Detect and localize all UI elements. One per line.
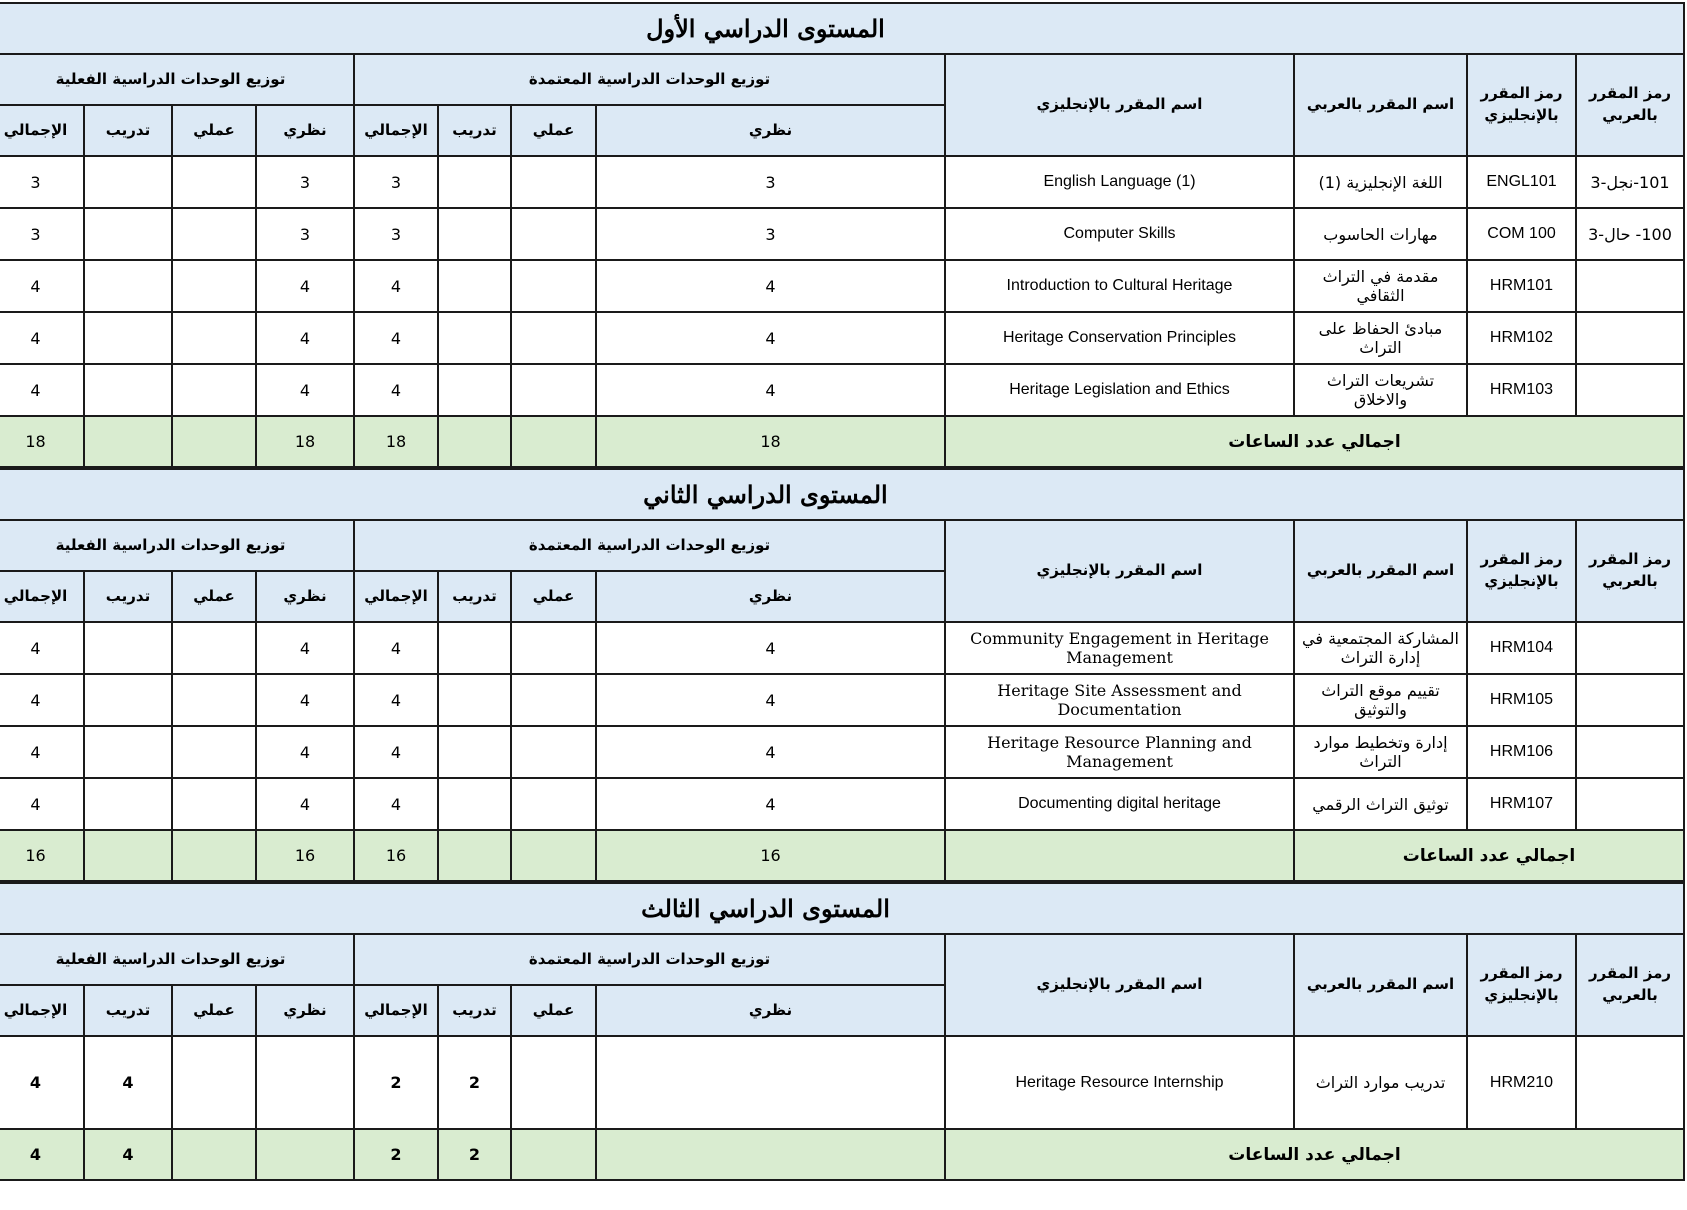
header-en-code: رمز المقرر بالإنجليزي — [1467, 54, 1576, 156]
course-ar-name: تقييم موقع التراث والتوثيق — [1294, 674, 1467, 726]
total-act-practical — [172, 416, 256, 467]
total-act-total: 18 — [0, 416, 84, 467]
course-acc-training — [438, 726, 511, 778]
subheader-training: تدريب — [438, 571, 511, 622]
course-en-name: Introduction to Cultural Heritage — [945, 260, 1294, 312]
subheader-practical: عملي — [511, 571, 596, 622]
course-en-name: Heritage Resource Planning and Management — [945, 726, 1294, 778]
course-act-theory: 4 — [256, 778, 354, 830]
level-title-row — [0, 3, 1684, 54]
total-act-training — [84, 830, 172, 881]
total-row — [0, 830, 1684, 881]
header-accredited-units: توزيع الوحدات الدراسية المعتمدة — [354, 934, 945, 985]
subheader-theory: نظري — [256, 105, 354, 156]
total-acc-total: 18 — [354, 416, 438, 467]
course-act-training — [84, 726, 172, 778]
subheader-practical: عملي — [172, 105, 256, 156]
total-acc-theory: 18 — [596, 416, 945, 467]
course-acc-practical — [511, 312, 596, 364]
course-en-code: HRM104 — [1467, 622, 1576, 674]
course-acc-training — [438, 260, 511, 312]
header-row — [0, 934, 1684, 985]
course-en-code: HRM106 — [1467, 726, 1576, 778]
level-table — [0, 2, 1685, 468]
header-ar-name: اسم المقرر بالعربي — [1294, 54, 1467, 156]
course-row — [0, 364, 1684, 416]
header-en-name: اسم المقرر بالإنجليزي — [945, 54, 1294, 156]
subheader-practical: عملي — [172, 985, 256, 1036]
course-act-training: 4 — [84, 1036, 172, 1129]
header-en-name: اسم المقرر بالإنجليزي — [945, 934, 1294, 1036]
course-acc-practical — [511, 156, 596, 208]
course-en-name: Community Engagement in Heritage Management — [945, 622, 1294, 674]
course-act-theory — [256, 1036, 354, 1129]
total-act-practical — [172, 830, 256, 881]
total-act-practical — [172, 1129, 256, 1180]
course-act-total: 4 — [0, 364, 84, 416]
header-actual-units: توزيع الوحدات الدراسية الفعلية — [0, 54, 354, 105]
course-row — [0, 1036, 1684, 1129]
course-acc-theory: 4 — [596, 364, 945, 416]
subheader-theory: نظري — [596, 571, 945, 622]
total-acc-practical — [511, 830, 596, 881]
course-en-code: HRM101 — [1467, 260, 1576, 312]
subheader-total: الإجمالي — [354, 985, 438, 1036]
course-act-practical — [172, 312, 256, 364]
total-row — [0, 416, 1684, 467]
subheader-total: الإجمالي — [0, 571, 84, 622]
course-act-training — [84, 674, 172, 726]
course-acc-theory: 4 — [596, 726, 945, 778]
course-acc-total: 4 — [354, 622, 438, 674]
course-en-code: HRM107 — [1467, 778, 1576, 830]
course-ar-name: اللغة الإنجليزية (1) — [1294, 156, 1467, 208]
header-en-code: رمز المقرر بالإنجليزي — [1467, 520, 1576, 622]
course-acc-theory: 4 — [596, 312, 945, 364]
course-en-code: HRM210 — [1467, 1036, 1576, 1129]
level-title-row — [0, 469, 1684, 520]
header-ar-code: رمز المقرر بالعربي — [1576, 520, 1684, 622]
total-acc-theory: 16 — [596, 830, 945, 881]
course-act-total: 4 — [0, 1036, 84, 1129]
course-acc-practical — [511, 260, 596, 312]
total-acc-total: 16 — [354, 830, 438, 881]
subheader-theory: نظري — [256, 985, 354, 1036]
course-act-theory: 3 — [256, 208, 354, 260]
course-ar-name: توثيق التراث الرقمي — [1294, 778, 1467, 830]
course-ar-code — [1576, 778, 1684, 830]
course-acc-training — [438, 364, 511, 416]
course-act-training — [84, 312, 172, 364]
subheader-theory: نظري — [256, 571, 354, 622]
course-en-name: Heritage Conservation Principles — [945, 312, 1294, 364]
course-acc-practical — [511, 674, 596, 726]
level-table — [0, 468, 1685, 882]
course-ar-name: إدارة وتخطيط موارد التراث — [1294, 726, 1467, 778]
subheader-training: تدريب — [438, 985, 511, 1036]
course-en-code: COM 100 — [1467, 208, 1576, 260]
course-acc-theory: 4 — [596, 778, 945, 830]
total-act-total: 4 — [0, 1129, 84, 1180]
course-acc-theory: 3 — [596, 156, 945, 208]
course-act-total: 4 — [0, 312, 84, 364]
course-acc-total: 3 — [354, 208, 438, 260]
course-row — [0, 622, 1684, 674]
course-acc-total: 2 — [354, 1036, 438, 1129]
subheader-total: الإجمالي — [354, 571, 438, 622]
course-act-practical — [172, 1036, 256, 1129]
course-act-training — [84, 208, 172, 260]
course-ar-name: مهارات الحاسوب — [1294, 208, 1467, 260]
course-acc-total: 4 — [354, 726, 438, 778]
course-en-name: Heritage Resource Internship — [945, 1036, 1294, 1129]
course-acc-training — [438, 312, 511, 364]
total-label: اجمالي عدد الساعات — [1294, 830, 1684, 881]
total-acc-total: 2 — [354, 1129, 438, 1180]
course-row — [0, 156, 1684, 208]
course-ar-name: المشاركة المجتمعية في إدارة التراث — [1294, 622, 1467, 674]
level-title: المستوى الدراسي الثاني — [0, 469, 1684, 520]
course-acc-training: 2 — [438, 1036, 511, 1129]
course-ar-code — [1576, 312, 1684, 364]
course-en-code: HRM102 — [1467, 312, 1576, 364]
level-table — [0, 882, 1685, 1181]
total-spacer — [945, 830, 1294, 881]
course-act-theory: 4 — [256, 260, 354, 312]
course-act-theory: 4 — [256, 674, 354, 726]
header-en-name: اسم المقرر بالإنجليزي — [945, 520, 1294, 622]
course-acc-theory: 4 — [596, 674, 945, 726]
course-ar-name: مبادئ الحفاظ على التراث — [1294, 312, 1467, 364]
course-act-training — [84, 364, 172, 416]
course-act-theory: 3 — [256, 156, 354, 208]
course-acc-practical — [511, 778, 596, 830]
course-row — [0, 260, 1684, 312]
study-plan — [2, 2, 1685, 1181]
header-ar-code: رمز المقرر بالعربي — [1576, 54, 1684, 156]
header-ar-code: رمز المقرر بالعربي — [1576, 934, 1684, 1036]
header-ar-name: اسم المقرر بالعربي — [1294, 934, 1467, 1036]
header-actual-units: توزيع الوحدات الدراسية الفعلية — [0, 934, 354, 985]
course-act-practical — [172, 364, 256, 416]
course-en-code: HRM105 — [1467, 674, 1576, 726]
total-act-training — [84, 416, 172, 467]
header-ar-name: اسم المقرر بالعربي — [1294, 520, 1467, 622]
header-accredited-units: توزيع الوحدات الدراسية المعتمدة — [354, 54, 945, 105]
subheader-theory: نظري — [596, 985, 945, 1036]
course-ar-name: تشريعات التراث والاخلاق — [1294, 364, 1467, 416]
header-en-code: رمز المقرر بالإنجليزي — [1467, 934, 1576, 1036]
total-label: اجمالي عدد الساعات — [945, 1129, 1684, 1180]
course-acc-total: 4 — [354, 364, 438, 416]
course-acc-total: 3 — [354, 156, 438, 208]
course-act-total: 4 — [0, 674, 84, 726]
course-act-theory: 4 — [256, 312, 354, 364]
course-acc-training — [438, 778, 511, 830]
course-ar-code — [1576, 364, 1684, 416]
course-en-name: Heritage Legislation and Ethics — [945, 364, 1294, 416]
subheader-theory: نظري — [596, 105, 945, 156]
course-acc-theory: 4 — [596, 260, 945, 312]
total-acc-practical — [511, 416, 596, 467]
course-acc-practical — [511, 726, 596, 778]
course-acc-training — [438, 622, 511, 674]
total-act-total: 16 — [0, 830, 84, 881]
subheader-total: الإجمالي — [0, 105, 84, 156]
course-acc-theory — [596, 1036, 945, 1129]
header-accredited-units: توزيع الوحدات الدراسية المعتمدة — [354, 520, 945, 571]
course-act-practical — [172, 778, 256, 830]
course-ar-code — [1576, 726, 1684, 778]
course-ar-name: تدريب موارد التراث — [1294, 1036, 1467, 1129]
course-acc-total: 4 — [354, 312, 438, 364]
course-acc-total: 4 — [354, 260, 438, 312]
course-ar-code: 101-نجل-3 — [1576, 156, 1684, 208]
subheader-training: تدريب — [84, 105, 172, 156]
course-act-total: 3 — [0, 208, 84, 260]
subheader-practical: عملي — [172, 571, 256, 622]
subheader-practical: عملي — [511, 985, 596, 1036]
level-title: المستوى الدراسي الثالث — [0, 883, 1684, 934]
course-en-name: Heritage Site Assessment and Documentation — [945, 674, 1294, 726]
course-act-total: 4 — [0, 778, 84, 830]
course-act-theory: 4 — [256, 726, 354, 778]
level-title-row — [0, 883, 1684, 934]
header-row — [0, 54, 1684, 105]
course-act-total: 4 — [0, 726, 84, 778]
course-ar-code — [1576, 622, 1684, 674]
course-en-name: Documenting digital heritage — [945, 778, 1294, 830]
total-act-theory: 18 — [256, 416, 354, 467]
subheader-total: الإجمالي — [354, 105, 438, 156]
course-act-total: 3 — [0, 156, 84, 208]
course-act-practical — [172, 622, 256, 674]
total-acc-theory — [596, 1129, 945, 1180]
course-en-code: HRM103 — [1467, 364, 1576, 416]
course-act-training — [84, 260, 172, 312]
course-en-name: Computer Skills — [945, 208, 1294, 260]
course-acc-training — [438, 674, 511, 726]
total-acc-training — [438, 830, 511, 881]
course-act-practical — [172, 260, 256, 312]
course-row — [0, 208, 1684, 260]
course-act-training — [84, 622, 172, 674]
course-act-training — [84, 156, 172, 208]
course-act-practical — [172, 674, 256, 726]
header-actual-units: توزيع الوحدات الدراسية الفعلية — [0, 520, 354, 571]
total-acc-practical — [511, 1129, 596, 1180]
total-label: اجمالي عدد الساعات — [945, 416, 1684, 467]
total-acc-training — [438, 416, 511, 467]
course-ar-code — [1576, 1036, 1684, 1129]
course-acc-training — [438, 156, 511, 208]
course-en-code: ENGL101 — [1467, 156, 1576, 208]
course-row — [0, 726, 1684, 778]
course-acc-total: 4 — [354, 778, 438, 830]
course-acc-training — [438, 208, 511, 260]
course-act-training — [84, 778, 172, 830]
subheader-practical: عملي — [511, 105, 596, 156]
course-ar-name: مقدمة في التراث الثقافي — [1294, 260, 1467, 312]
course-acc-practical — [511, 622, 596, 674]
subheader-total: الإجمالي — [0, 985, 84, 1036]
course-acc-total: 4 — [354, 674, 438, 726]
subheader-training: تدريب — [438, 105, 511, 156]
course-ar-code: 100- حال-3 — [1576, 208, 1684, 260]
subheader-training: تدريب — [84, 571, 172, 622]
total-acc-training: 2 — [438, 1129, 511, 1180]
course-act-total: 4 — [0, 622, 84, 674]
course-act-practical — [172, 156, 256, 208]
course-act-practical — [172, 726, 256, 778]
subheader-training: تدريب — [84, 985, 172, 1036]
total-act-training: 4 — [84, 1129, 172, 1180]
total-act-theory — [256, 1129, 354, 1180]
course-acc-practical — [511, 208, 596, 260]
course-act-total: 4 — [0, 260, 84, 312]
course-acc-practical — [511, 364, 596, 416]
course-row — [0, 674, 1684, 726]
total-act-theory: 16 — [256, 830, 354, 881]
course-ar-code — [1576, 674, 1684, 726]
header-row — [0, 520, 1684, 571]
course-act-theory: 4 — [256, 364, 354, 416]
course-act-practical — [172, 208, 256, 260]
total-row — [0, 1129, 1684, 1180]
course-en-name: English Language (1) — [945, 156, 1294, 208]
course-acc-practical — [511, 1036, 596, 1129]
course-ar-code — [1576, 260, 1684, 312]
course-row — [0, 312, 1684, 364]
course-acc-theory: 3 — [596, 208, 945, 260]
course-act-theory: 4 — [256, 622, 354, 674]
level-title: المستوى الدراسي الأول — [0, 3, 1684, 54]
course-acc-theory: 4 — [596, 622, 945, 674]
course-row — [0, 778, 1684, 830]
